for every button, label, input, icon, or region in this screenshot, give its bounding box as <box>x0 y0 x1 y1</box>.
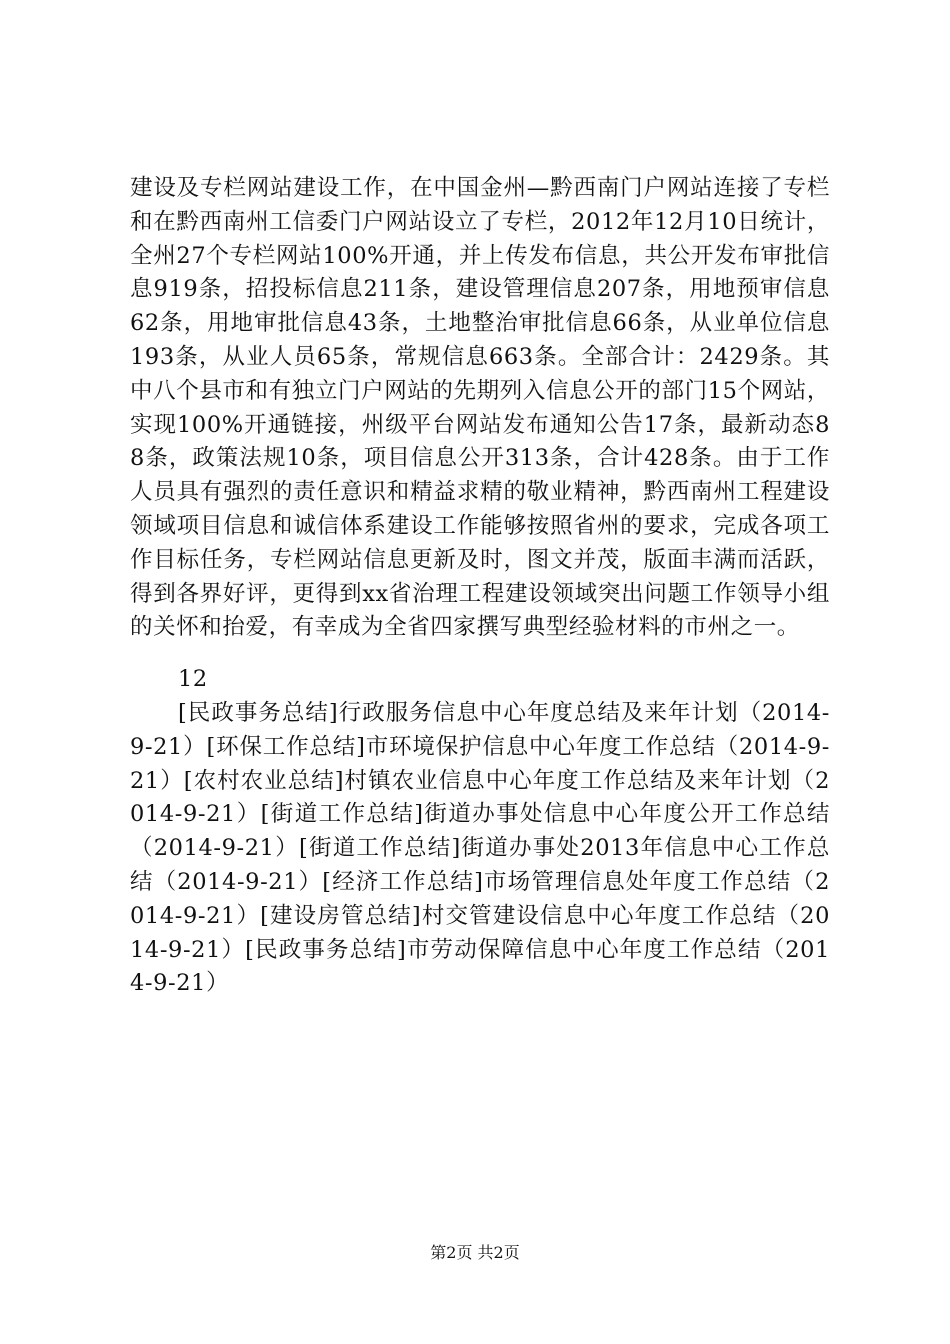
section-number: 12 <box>178 666 208 692</box>
related-articles-paragraph: [民政事务总结]行政服务信息中心年度总结及来年计划（2014-9-21）[环保工作总结]市环境保护信息中心年度工作总结（2014-9-21）[农村农业总结]村镇农业信息中心年度工作总结及来年计划（2014-9-21）[街道工作总结]街道办事处信息中心年度公开工作总结（2014-9-21）[街道工作总结]街道办事处2013年信息中心工作总结（2014-9-21）[经济工作总结]市场管理信息处年度工作总结（2014-9-21）[建设房管总结]村交管建设信息中心年度工作总结（2014-9-21）[民政事务总结]市劳动保障信息中心年度工作总结（2014-9-21） <box>130 700 830 997</box>
page-footer: 第2页 共2页 <box>430 1243 520 1262</box>
body-paragraph: 建设及专栏网站建设工作，在中国金州—黔西南门户网站连接了专栏和在黔西南州工信委门户网站设立了专栏，2012年12月10日统计，全州27个专栏网站100%开通，并上传发布信息，共公开发布审批信息919条，招投标信息211条，建设管理信息207条，用地预审信息62条，用地审批信息43条，土地整治审批信息66条，从业单位信息193条，从业人员65条，常规信息663条。全部合计：2429条。其中八个县市和有独立门户网站的先期列入信息公开的部门15个网站，实现100%开通链接，州级平台网站发布通知公告17条，最新动态88条，政策法规10条，项目信息公开313条，合计428条。由于工作人员具有强烈的责任意识和精益求精的敬业精神，黔西南州工程建设领域项目信息和诚信体系建设工作能够按照省州的要求，完成各项工作目标任务，专栏网站信息更新及时，图文并茂，版面丰满而活跃，得到各界好评，更得到xx省治理工程建设领域突出问题工作领导小组的关怀和抬爱，有幸成为全省四家撰写典型经验材料的市州之一。 <box>130 175 830 641</box>
